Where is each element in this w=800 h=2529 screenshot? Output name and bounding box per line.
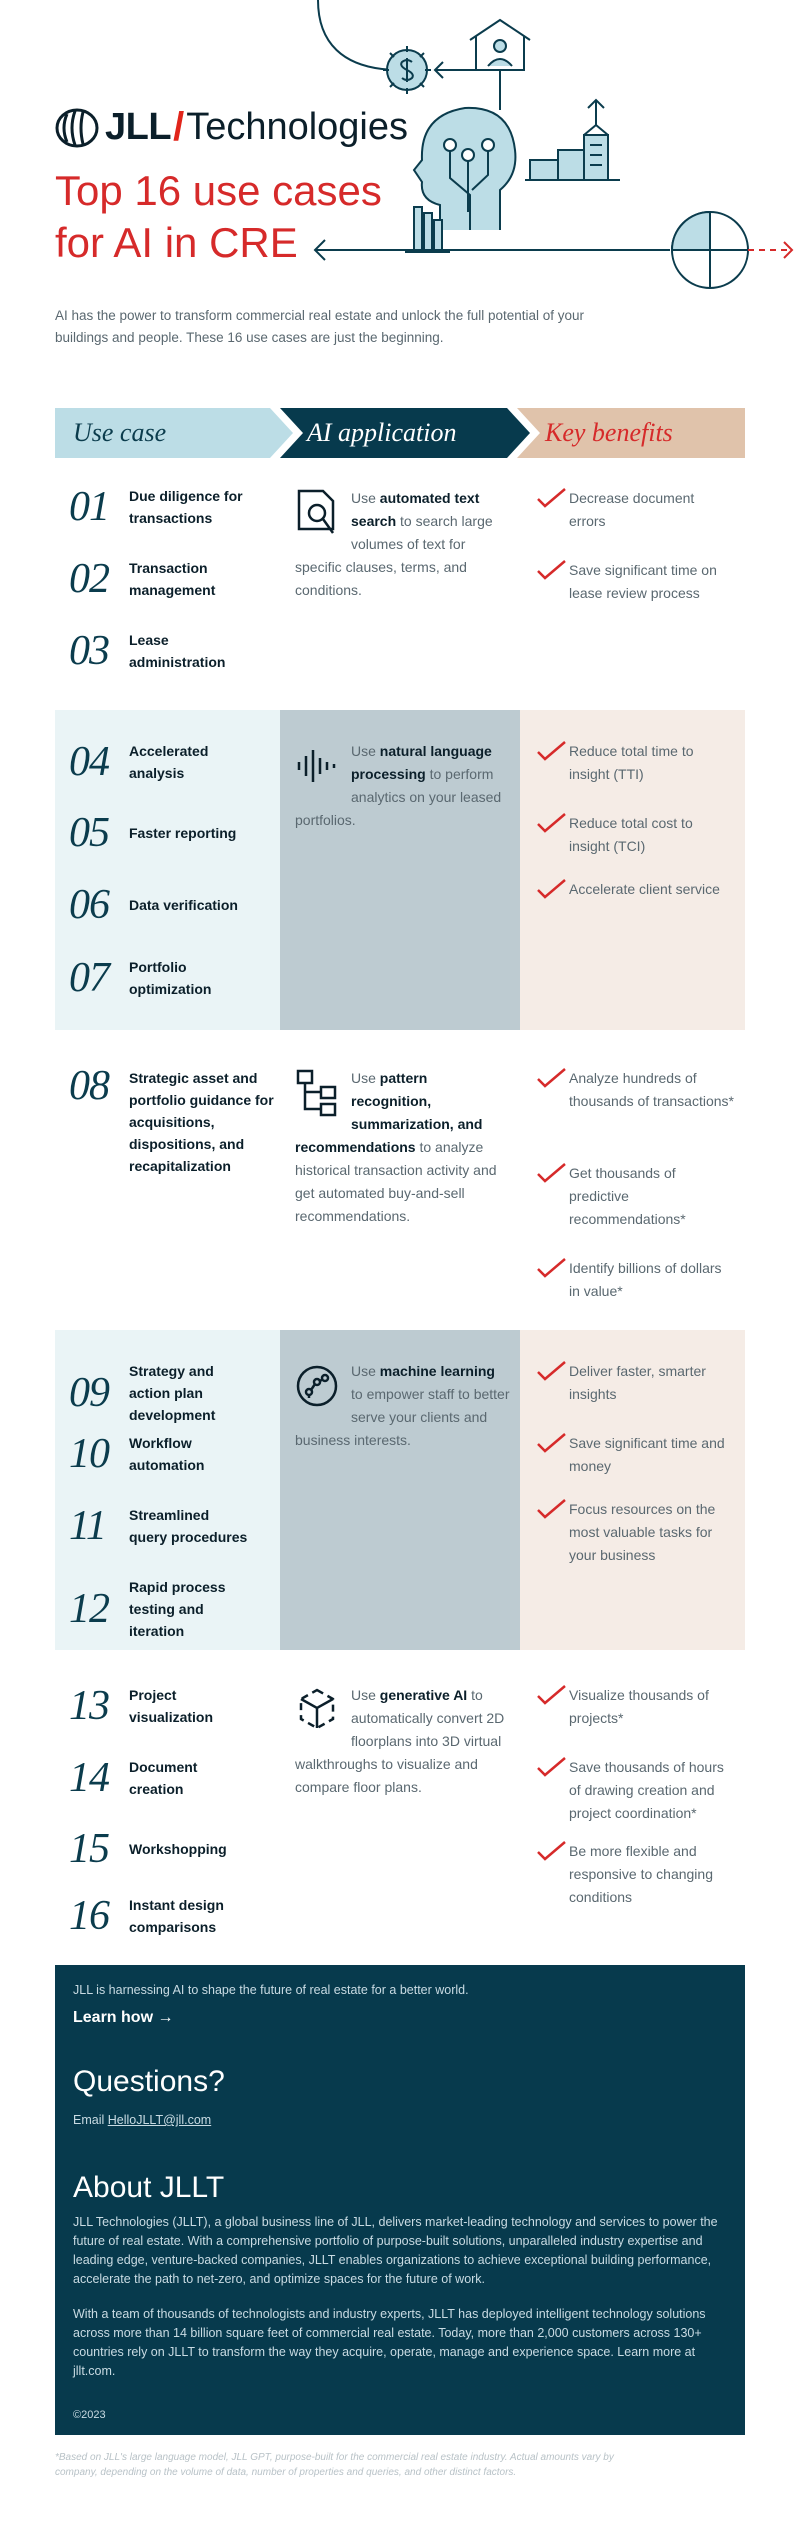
table-header [55, 408, 745, 458]
use-case-name: Lease administration [129, 632, 226, 670]
ai-technique: natural language processing [351, 743, 492, 782]
email-line [73, 2113, 727, 2127]
footer-panel [55, 1965, 745, 2435]
use-case-item [55, 485, 280, 529]
benefit-item [535, 559, 745, 605]
use-case-name: Due diligence for transactions [129, 488, 243, 526]
use-case-name: Data verification [129, 897, 238, 913]
use-case-item [55, 1432, 280, 1476]
use-case-number: 04 [69, 739, 109, 785]
benefit-item [535, 1432, 745, 1478]
benefit-item [535, 740, 745, 786]
use-case-item [55, 812, 280, 854]
about-paragraph-1: JLL Technologies (JLLT), a global business line of JLL, delivers market-leading technology and services to power the future of real estate. With a comprehensive portfolio of purpose-built solutions, unparalleled industry expertise and leading edge, venture-backed companies, JLLT enables organizations to achieve exceptional building performance, accelerate the path to net-zero, and optimize spaces for the future of work. [73, 2215, 718, 2286]
ai-text-suffix: to analyze historical transaction activity and get automated buy-and-sell recommendations. [295, 1139, 497, 1224]
use-case-item [55, 956, 280, 1000]
ai-application-text [295, 1067, 510, 1228]
checkmark-icon [535, 878, 569, 900]
ai-text-prefix: Use [351, 1070, 380, 1086]
use-case-item [55, 884, 280, 926]
document-search-icon [295, 489, 339, 537]
checkmark-icon [535, 1498, 569, 1520]
ai-application-text [295, 1360, 510, 1452]
ai-application-text [295, 487, 510, 602]
ai-technique: automated text search [351, 490, 480, 529]
use-case-number: 02 [69, 556, 109, 602]
use-case-number: 15 [69, 1826, 109, 1872]
use-case-number: 13 [69, 1683, 109, 1729]
connector-line [318, 0, 400, 70]
benefit-item [535, 1498, 745, 1567]
use-case-name: Rapid process testing and iteration [129, 1579, 226, 1639]
jll-logo-icon [55, 106, 99, 150]
use-case-item [55, 629, 280, 673]
checkmark-icon [535, 1840, 569, 1862]
email-link[interactable]: HelloJLLT@jll.com [107, 2113, 212, 2127]
use-case-item [55, 1504, 280, 1548]
copyright: ©2023 [73, 2409, 106, 2421]
benefit-item [535, 878, 745, 901]
use-case-name: Workflow automation [129, 1435, 205, 1473]
header-use-case: Use case [73, 418, 167, 447]
use-case-name: Instant design comparisons [129, 1897, 224, 1935]
use-case-item [55, 557, 280, 601]
benefit-text: Deliver faster, smarter insights [569, 1363, 706, 1402]
use-case-item [55, 1360, 280, 1426]
benefit-text: Decrease document errors [569, 490, 695, 529]
about-paragraph-2: With a team of thousands of technologists and industry experts, JLLT has deployed intelligent technology solutions across more than 14 billion square feet of commercial real estate. Today, more than 2,000 customers across 130+ countries rely on JLLT to transform the way they acquire, operate, manage and experience space. Learn more at jllt.com. [73, 2307, 706, 2378]
use-case-section [55, 1055, 745, 1315]
brand-logo [55, 105, 408, 150]
use-case-number: 03 [69, 628, 109, 674]
use-case-section [55, 475, 745, 690]
benefit-text: Visualize thousands of projects* [569, 1687, 709, 1726]
use-case-name: Portfolio optimization [129, 959, 212, 997]
checkmark-icon [535, 1756, 569, 1778]
disclaimer: *Based on JLL's large language model, JLL GPT, purpose-built for the commercial real estate industry. Actual amounts vary by company, depending on the volume of data, number of properties and queries, and other distinct factors. [55, 2452, 614, 2478]
use-case-name: Project visualization [129, 1687, 214, 1725]
benefit-item [535, 812, 745, 858]
user-home-icon [470, 20, 530, 70]
header-ai-application: AI application [307, 418, 457, 447]
use-case-number: 01 [69, 484, 109, 530]
checkmark-icon [535, 1257, 569, 1279]
use-case-number: 09 [69, 1370, 109, 1416]
header-key-benefits: Key benefits [545, 418, 673, 447]
ai-technique: pattern recognition, summarization, and recommendations [295, 1070, 483, 1155]
ai-text-suffix: to search large volumes of text for specific clauses, terms, and conditions. [295, 513, 493, 598]
benefit-text: Focus resources on the most valuable tasks for your business [569, 1501, 716, 1563]
use-case-section [55, 1672, 745, 1952]
checkmark-icon [535, 487, 569, 509]
ai-text-prefix: Use [351, 743, 380, 759]
use-case-name: Strategic asset and portfolio guidance for acquisitions, dispositions, and recapitalization [129, 1070, 274, 1174]
checkmark-icon [535, 1067, 569, 1089]
use-case-number: 11 [69, 1503, 106, 1549]
use-case-number: 16 [69, 1893, 109, 1939]
use-case-item [55, 1828, 280, 1870]
use-case-item [55, 1894, 280, 1938]
dollar-gear-icon [383, 46, 431, 94]
benefit-item [535, 1360, 745, 1406]
pie-chart-icon [672, 212, 748, 288]
hierarchy-icon [295, 1069, 339, 1117]
use-case-name: Strategy and action plan development [129, 1363, 216, 1423]
ai-text-suffix: to perform analytics on your leased portfolios. [295, 766, 502, 828]
use-case-name: Streamlined query procedures [129, 1507, 248, 1545]
ai-text-suffix: to automatically convert 2D floorplans into 3D virtual walkthroughs to visualize and compare floor plans. [295, 1687, 505, 1795]
checkmark-icon [535, 812, 569, 834]
ai-text-prefix: Use [351, 490, 380, 506]
benefit-text: Reduce total cost to insight (TCI) [569, 815, 693, 854]
benefit-text: Accelerate client service [569, 881, 720, 897]
ai-text-prefix: Use [351, 1687, 380, 1703]
benefit-text: Reduce total time to insight (TTI) [569, 743, 694, 782]
benefit-item [535, 1257, 745, 1303]
ai-application-text [295, 1684, 510, 1799]
use-case-name: Document creation [129, 1759, 198, 1797]
checkmark-icon [535, 559, 569, 581]
benefit-item [535, 1840, 745, 1909]
hero [0, 0, 800, 290]
use-case-item [55, 1684, 280, 1728]
use-case-number: 12 [69, 1586, 109, 1632]
ai-technique: generative AI [379, 1687, 468, 1703]
audio-wave-icon [295, 742, 339, 790]
use-case-item [55, 740, 280, 784]
benefit-text: Save thousands of hours of drawing creation and project coordination* [569, 1759, 724, 1821]
benefit-text: Get thousands of predictive recommendations* [569, 1165, 686, 1227]
use-case-name: Accelerated analysis [129, 743, 209, 781]
use-case-number: 06 [69, 882, 109, 928]
benefit-text: Save significant time on lease review process [569, 562, 717, 601]
benefit-text: Analyze hundreds of thousands of transactions* [569, 1070, 734, 1109]
benefit-item [535, 487, 745, 533]
benefit-text: Identify billions of dollars in value* [569, 1260, 722, 1299]
use-case-number: 08 [69, 1063, 109, 1109]
use-case-number: 05 [69, 810, 109, 856]
use-case-section [55, 710, 745, 1030]
use-case-item [55, 1576, 280, 1642]
brand-slash: / [173, 105, 185, 149]
ai-application-text [295, 740, 510, 832]
ai-text-suffix: to empower staff to better serve your clients and business interests. [295, 1386, 510, 1448]
questions-heading: Questions? [73, 2065, 225, 2098]
benefit-item [535, 1067, 745, 1113]
intro-text: AI has the power to transform commercial real estate and unlock the full potential of your buildings and people. These 16 use cases are just the beginning. [55, 308, 585, 345]
learn-how-link[interactable]: Learn how → [73, 2009, 174, 2026]
benefit-item [535, 1684, 745, 1730]
use-case-name: Faster reporting [129, 825, 237, 841]
3d-cube-icon [295, 1686, 339, 1734]
page-title: Top 16 use cases for AI in CRE [55, 167, 382, 266]
checkmark-icon [535, 1432, 569, 1454]
checkmark-icon [535, 1162, 569, 1184]
brand-name-jll: JLL [105, 106, 172, 148]
ai-text-prefix: Use [351, 1363, 380, 1379]
use-case-item [55, 1756, 280, 1800]
use-case-name: Workshopping [129, 1841, 227, 1857]
use-case-number: 14 [69, 1755, 109, 1801]
use-case-item [55, 1063, 280, 1177]
checkmark-icon [535, 1360, 569, 1382]
email-label: Email [73, 2113, 108, 2127]
use-case-name: Transaction management [129, 560, 216, 598]
brand-name-technologies: Technologies [186, 106, 409, 148]
neural-node-icon [295, 1362, 339, 1410]
building-icon [525, 100, 620, 180]
benefit-text: Be more flexible and responsive to changing conditions [569, 1843, 713, 1905]
checkmark-icon [535, 740, 569, 762]
checkmark-icon [535, 1684, 569, 1706]
ai-head-icon [414, 108, 515, 230]
ai-technique: machine learning [379, 1363, 495, 1379]
use-case-number: 10 [69, 1431, 109, 1477]
benefit-text: Save significant time and money [569, 1435, 725, 1474]
footer-tagline: JLL is harnessing AI to shape the future of real estate for a better world. [73, 1983, 469, 1997]
benefit-item [535, 1756, 745, 1825]
about-heading: About JLLT [73, 2171, 225, 2204]
benefit-item [535, 1162, 745, 1231]
use-case-number: 07 [69, 955, 109, 1001]
use-case-section [55, 1330, 745, 1650]
